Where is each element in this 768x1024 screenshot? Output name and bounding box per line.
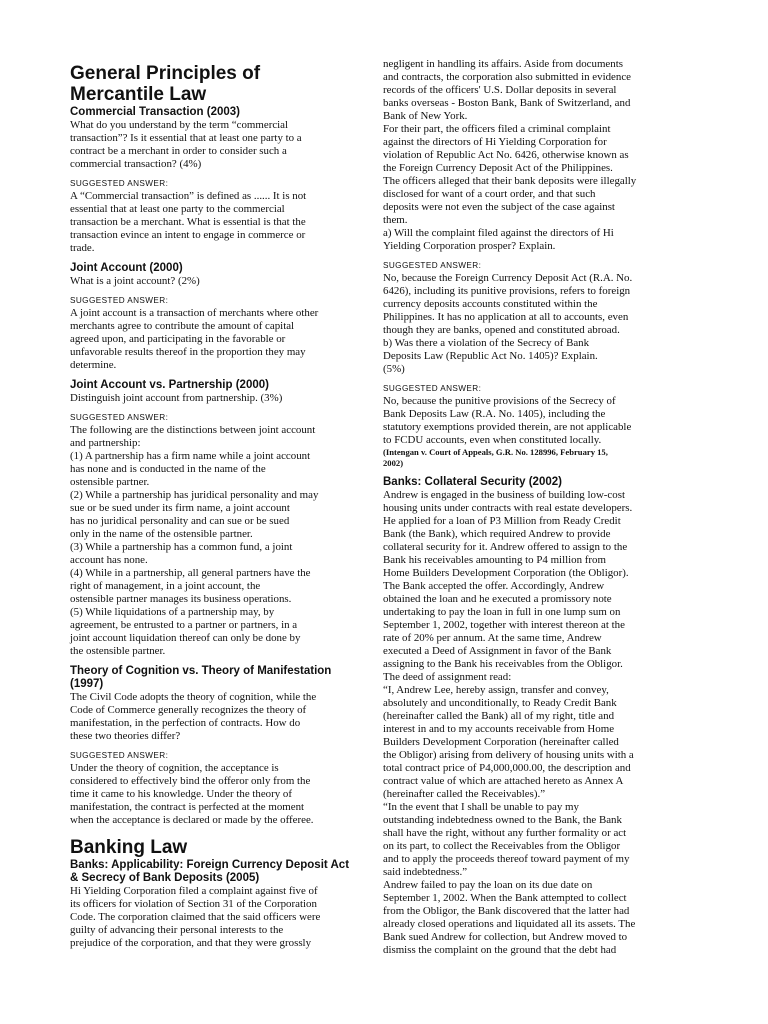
text-line: contract be a merchant in order to consider such a <box>70 145 287 157</box>
continued-text <box>383 58 676 253</box>
suggested-answer-label: SUGGESTED ANSWER: <box>383 384 482 393</box>
text-line: its officers for violation of Section 31 of the Corporation <box>70 898 317 910</box>
text-line: executed a Deed of Assignment in favor of the Bank <box>383 645 612 657</box>
text-line: Theory of Cognition vs. Theory of Manifestation <box>70 665 332 677</box>
text-line: interest in and to my accounts receivable from Home <box>383 723 615 735</box>
text-line: Bank (the Bank), which required Andrew to provide <box>383 528 611 540</box>
suggested-answer-label: SUGGESTED ANSWER: <box>70 751 169 760</box>
text-line: manifestation, the contract is perfected at the moment <box>70 801 305 813</box>
text-line: (Intengan v. Court of Appeals, G.R. No. 128996, February 15, <box>383 447 608 457</box>
text-line: joint account liquidation thereof can only be done by <box>70 632 301 644</box>
text-line: Under the theory of cognition, the acceptance is <box>70 762 279 774</box>
text-line: What do you understand by the term “commercial <box>70 119 289 131</box>
text-line: Andrew is engaged in the business of building low-cost <box>383 489 625 501</box>
text-line: Distinguish joint account from partnership. (3%) <box>70 392 283 404</box>
mercantile-title <box>70 63 377 105</box>
text-line: A joint account is a transaction of merchants where other <box>70 307 319 319</box>
text-line: commercial transaction? (4%) <box>70 158 202 170</box>
text-line: contract value of which are attached hereto as Annex A <box>383 775 624 787</box>
text-line: “I, Andrew Lee, hereby assign, transfer and convey, <box>383 684 609 696</box>
text-line: transaction be a merchant. What is essential is that the <box>70 216 306 228</box>
text-line: b) Was there a violation of the Secrecy of Bank <box>383 337 590 349</box>
text-line: rate of 20% per annum. At the same time, Andrew <box>383 632 602 644</box>
left-column <box>70 60 377 950</box>
text-line: Andrew failed to pay the loan on its due date on <box>383 879 593 891</box>
text-line: prejudice of the corporation, and that they were grossly <box>70 937 312 949</box>
text-line: total contract price of P4,000,000.00, the description and <box>383 762 631 774</box>
fcda-answer <box>383 272 676 376</box>
text-line: Hi Yielding Corporation filed a complaint against five of <box>70 885 318 897</box>
text-line: collateral security for it. Andrew offered to assign to the <box>383 541 628 553</box>
text-line: Bank his receivables amounting to P4 million from <box>383 554 606 566</box>
text-line: agreed upon, and participating in the favorable or <box>70 333 286 345</box>
text-line: agreement, be entrusted to a partner or partners, in a <box>70 619 298 631</box>
text-line: violation of Republic Act No. 6426, otherwise known as <box>383 149 629 161</box>
suggested-answer-label: SUGGESTED ANSWER: <box>70 179 169 188</box>
text-line: already closed operations and liquidated all its assets. The <box>383 918 636 930</box>
text-line: outstanding indebtedness owned to the Bank, the Bank <box>383 814 622 826</box>
text-line: and contracts, the corporation also submitted in evidence <box>383 71 631 83</box>
text-line: them. <box>383 214 408 226</box>
text-line: The following are the distinctions between joint account <box>70 424 316 436</box>
text-line: (3) While a partnership has a common fund, a joint <box>70 541 293 553</box>
text-line: The Bank accepted the offer. Accordingly, Andrew <box>383 580 605 592</box>
collateral-body <box>383 489 676 957</box>
commercial-heading: Commercial Transaction (2003) <box>70 106 241 118</box>
text-line: from the Obligor, the Bank discovered that the latter had <box>383 905 630 917</box>
text-line: Deposits Law (Republic Act No. 1405)? Explain. <box>383 350 598 362</box>
text-line: (2) While a partnership has juridical personality and may <box>70 489 319 501</box>
text-line: General Principles of <box>70 63 261 84</box>
text-line: A “Commercial transaction” is defined as ...... It is not <box>70 190 307 202</box>
text-line: absolutely and unconditionally, to Ready Credit Bank <box>383 697 617 709</box>
text-line: manifestation, in the perfection of contracts. How do <box>70 717 301 729</box>
text-line: housing units under contracts with real estate developers. <box>383 502 633 514</box>
text-line: No, because the Foreign Currency Deposit Act (R.A. No. <box>383 272 633 284</box>
text-line: records of the officers' U.S. Dollar deposits in several <box>383 84 617 96</box>
text-line: the ostensible partner. <box>70 645 166 657</box>
suggested-answer-label: SUGGESTED ANSWER: <box>70 413 169 422</box>
text-line: when the acceptance is declared or made by the offeree. <box>70 814 314 826</box>
text-line: guilty of advancing their personal interests to the <box>70 924 284 936</box>
text-line: sue or be sued under its firm name, a joint account <box>70 502 290 514</box>
partnership-heading: Joint Account vs. Partnership (2000) <box>70 379 269 391</box>
collateral-heading: Banks: Collateral Security (2002) <box>383 476 562 488</box>
text-line: ostensible partner. <box>70 476 150 488</box>
text-line: account has none. <box>70 554 148 566</box>
banking-title: Banking Law <box>70 837 188 858</box>
text-line: & Secrecy of Bank Deposits (2005) <box>70 872 260 884</box>
text-line: The Civil Code adopts the theory of cognition, while the <box>70 691 317 703</box>
text-line: (5) While liquidations of a partnership may, by <box>70 606 275 618</box>
text-line: said indebtedness.” <box>383 866 468 878</box>
text-line: to FCDU accounts, even when constituted locally. <box>383 434 602 446</box>
text-line: shall have the right, without any further formality or act <box>383 827 627 839</box>
text-line: Home Builders Development Corporation (the Obligor). <box>383 567 629 579</box>
text-line: merchants agree to contribute the amount of capital <box>70 320 295 332</box>
text-line: dismiss the complaint on the ground that the debt had <box>383 944 617 956</box>
text-line: has none and is conducted in the name of the <box>70 463 266 475</box>
text-line: statutory exemptions provided therein, are not applicable <box>383 421 632 433</box>
commercial-question <box>70 119 377 171</box>
text-line: (hereinafter called the Receivables).” <box>383 788 546 800</box>
text-line: September 1, 2002. When the Bank attempted to collect <box>383 892 627 904</box>
text-line: has no juridical personality and can sue or be sued <box>70 515 290 527</box>
text-line: the Foreign Currency Deposit Act of the Philippines. <box>383 162 613 174</box>
text-line: and to apply the proceeds thereof toward payment of my <box>383 853 630 865</box>
joint-account-answer <box>70 307 377 372</box>
text-line: For their part, the officers filed a criminal complaint <box>383 123 611 135</box>
text-line: No, because the punitive provisions of the Secrecy of <box>383 395 616 407</box>
text-line: determine. <box>70 359 117 371</box>
text-line: What is a joint account? (2%) <box>70 275 200 287</box>
text-line: Bank of New York. <box>383 110 468 122</box>
joint-account-question <box>70 275 377 288</box>
partnership-question <box>70 392 377 405</box>
text-line: time it came to his knowledge. Under the theory of <box>70 788 292 800</box>
text-line: banks overseas - Boston Bank, Bank of Switzerland, and <box>383 97 631 109</box>
text-line: unfavorable results thereof in the proportion they may <box>70 346 306 358</box>
text-line: disclosed for want of a court order, and that such <box>383 188 596 200</box>
cognition-answer <box>70 762 377 827</box>
cognition-heading <box>70 665 377 691</box>
text-line: “In the event that I shall be unable to pay my <box>383 801 579 813</box>
text-line: against the directors of Hi Yielding Corporation for <box>383 136 607 148</box>
suggested-answer-label: SUGGESTED ANSWER: <box>383 261 482 270</box>
text-line: Mercantile Law <box>70 84 207 105</box>
text-line: essential that at least one party to the commercial <box>70 203 285 215</box>
text-line: He applied for a loan of P3 Million from Ready Credit <box>383 515 621 527</box>
text-line: (1997) <box>70 678 104 690</box>
text-line: Banks: Applicability: Foreign Currency Deposit Act <box>70 859 350 871</box>
banks-applicability-body <box>70 885 377 950</box>
text-line: though they are banks, opened and constituted abroad. <box>383 324 620 336</box>
text-line: transaction”? Is it essential that at least one party to a <box>70 132 302 144</box>
case-citation <box>383 447 676 469</box>
text-line: transaction evince an intent to engage in commerce or <box>70 229 306 241</box>
text-line: Builders Development Corporation (hereinafter called <box>383 736 619 748</box>
text-line: these two theories differ? <box>70 730 181 742</box>
commercial-answer <box>70 190 377 255</box>
text-line: 6426), including its punitive provisions, refers to foreign <box>383 285 631 297</box>
partnership-answer <box>70 424 377 658</box>
text-line: right of management, in a joint account, the <box>70 580 261 592</box>
text-line: assigning to the Bank his receivables from the Obligor. <box>383 658 623 670</box>
suggested-answer-label: SUGGESTED ANSWER: <box>70 296 169 305</box>
text-line: Bank sued Andrew for collection, but Andrew moved to <box>383 931 628 943</box>
text-line: a) Will the complaint filed against the directors of Hi <box>383 227 614 239</box>
text-line: (4) While in a partnership, all general partners have the <box>70 567 311 579</box>
text-line: The deed of assignment read: <box>383 671 512 683</box>
text-line: considered to effectively bind the offeror only from the <box>70 775 311 787</box>
text-line: (1) A partnership has a firm name while a joint account <box>70 450 311 462</box>
text-line: trade. <box>70 242 95 254</box>
text-line: (5%) <box>383 363 405 375</box>
text-line: Philippines. It has no application at all to accounts, even <box>383 311 629 323</box>
banks-applicability-heading <box>70 859 377 885</box>
text-line: Yielding Corporation prosper? Explain. <box>383 240 556 252</box>
text-line: obtained the loan and he executed a promissory note <box>383 593 612 605</box>
secrecy-answer <box>383 395 676 447</box>
text-line: the Obligor) arising from delivery of housing units with a <box>383 749 634 761</box>
text-line: September 1, 2002, together with interest thereon at the <box>383 619 625 631</box>
text-line: deposits were not even the subject of the case against <box>383 201 615 213</box>
text-line: negligent in handling its affairs. Aside from documents <box>383 58 623 70</box>
text-line: The officers alleged that their bank deposits were illegally <box>383 175 637 187</box>
text-line: Bank Deposits Law (R.A. No. 1405), including the <box>383 408 606 420</box>
text-line: 2002) <box>383 458 404 468</box>
text-line: undertaking to pay the loan in full in one lump sum on <box>383 606 621 618</box>
text-line: Code of Commerce generally recognizes the theory of <box>70 704 307 716</box>
text-line: Code. The corporation claimed that the said officers were <box>70 911 321 923</box>
text-line: currency deposits accounts constituted within the <box>383 298 598 310</box>
text-line: on its part, to collect the Receivables from the Obligor <box>383 840 621 852</box>
text-line: and partnership: <box>70 437 141 449</box>
text-line: (hereinafter called the Bank) all of my right, title and <box>383 710 615 722</box>
text-line: only in the name of the ostensible partner. <box>70 528 253 540</box>
joint-account-heading: Joint Account (2000) <box>70 262 183 274</box>
cognition-question <box>70 691 377 743</box>
right-column <box>383 58 676 957</box>
text-line: ostensible partner manages its business operations. <box>70 593 292 605</box>
